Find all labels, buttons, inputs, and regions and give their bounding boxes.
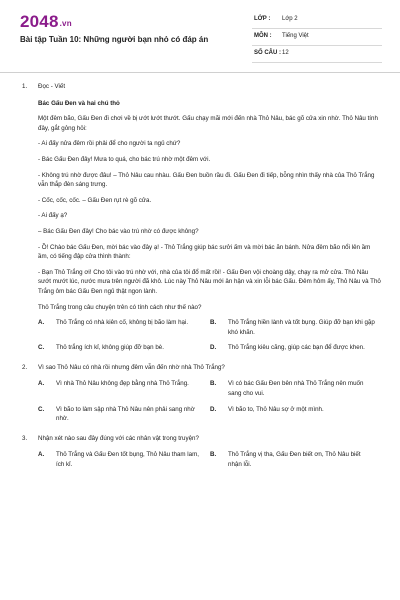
answer-options	[38, 379, 382, 423]
question-2	[0, 363, 400, 424]
option-text: Thỏ Trắng và Gấu Đen tốt bụng, Thỏ Nâu tham lam, ích kỉ.	[56, 451, 199, 469]
question-number: 3.	[22, 434, 28, 442]
option-c[interactable]	[38, 405, 210, 424]
option-text: Vì nhà Thỏ Nâu không đẹp bằng nhà Thỏ Trắng.	[56, 380, 189, 388]
meta-table	[252, 12, 382, 63]
question-text: Thỏ Trắng trong câu chuyện trên có tính cách như thế nào?	[38, 303, 202, 311]
option-d[interactable]	[210, 405, 382, 424]
site-logo[interactable]	[20, 12, 72, 32]
option-letter: A.	[38, 380, 45, 388]
story-paragraph: Một đêm bão, Gấu Đen đi chơi về bị ướt lướt thướt. Gấu chạy mãi mới đến nhà Thỏ Nâu, bác gõ cửa xin nhờ. Thỏ Nâu tính đây, gắt gỏng hỏi:	[38, 115, 378, 132]
meta-key: LỚP :	[254, 16, 271, 22]
story-paragraph: - Ai đấy ạ?	[38, 212, 68, 220]
option-row	[38, 318, 382, 337]
answer-options	[38, 318, 382, 353]
option-text: Vì bão to làm sập nhà Thỏ Nâu nên phải sang nhờ nhờ.	[56, 405, 195, 423]
option-letter: D.	[210, 405, 217, 413]
answer-options	[38, 450, 382, 469]
option-b[interactable]	[210, 318, 382, 337]
meta-value: Tiếng Việt	[282, 33, 309, 39]
option-text: Thỏ Trắng có nhà kiên cố, không bị bão làm hại.	[56, 319, 189, 327]
option-letter: A.	[38, 451, 45, 459]
option-letter: A.	[38, 319, 45, 327]
option-text: Thỏ Trắng kiêu căng, giúp các bạn để được khen.	[228, 344, 365, 352]
option-letter: B.	[210, 380, 217, 388]
option-text: Thỏ Trắng vị tha, Gấu Đen biết ơn, Thỏ Nâu biết nhận lỗi.	[228, 451, 361, 469]
option-row	[38, 450, 382, 469]
option-letter: D.	[210, 344, 217, 352]
story-paragraph: – Bác Gấu Đen đây! Cho bác vào trú nhờ có được không?	[38, 227, 199, 235]
meta-row-subject	[252, 29, 382, 46]
option-text: Vì có bác Gấu Đen bên nhà Thỏ Trắng nên muốn sang cho vui.	[228, 380, 364, 398]
story-paragraph: - Không trú nhờ được đâu! – Thỏ Nâu cau nhàu. Gấu Đen buồn rầu đi. Gấu Đen đi tiếp, bỗng nhìn thấy nhà của Thỏ Trắng vẫn thắp đèn sáng trưng.	[38, 171, 375, 189]
option-row	[38, 379, 382, 398]
option-text: Thỏ trắng ích kỉ, không giúp đỡ bạn bè.	[56, 344, 164, 352]
header-divider	[0, 72, 400, 73]
option-c[interactable]	[38, 343, 210, 353]
option-d[interactable]	[210, 343, 382, 353]
story-paragraph: - Cốc, cốc, cốc. – Gấu Đen rụt rè gõ cửa.	[38, 196, 152, 204]
story-title: Bác Gấu Đen và hai chú thỏ	[38, 99, 120, 107]
option-letter: B.	[210, 451, 217, 459]
meta-value: Lớp 2	[282, 16, 298, 22]
meta-row-class	[252, 12, 382, 29]
story-paragraph: - Ai đấy nửa đêm rồi phải để cho người ta ngủ chứ?	[38, 140, 181, 148]
logo-suffix: .vn	[59, 19, 72, 28]
meta-key: SỐ CÂU :	[254, 50, 281, 56]
option-b[interactable]	[210, 450, 382, 469]
option-letter: C.	[38, 344, 45, 352]
option-row	[38, 405, 382, 424]
meta-value: 12	[282, 50, 289, 56]
question-prompt: Vì sao Thỏ Nâu có nhà rồi nhưng đêm vẫn đến nhờ nhà Thỏ Trắng?	[38, 363, 225, 371]
story-paragraph: - Ồ! Chào bác Gấu Đen, mời bác vào đây ạ! - Thỏ Trắng giúp bác sưởi ấm và mời bác ăn bánh. Nửa đêm bão nổi lên ầm ầm, có tiếng đập cửa thình thành:	[38, 243, 371, 261]
question-number: 2.	[22, 363, 28, 371]
question-1	[0, 82, 400, 353]
question-prompt: Đọc - Viết	[38, 83, 66, 90]
option-text: Thỏ Trắng hiền lành và tốt bụng. Giúp đỡ bạn khi gặp khó khăn.	[228, 319, 375, 336]
option-letter: C.	[38, 405, 45, 413]
exercise-content	[0, 82, 400, 478]
question-number: 1.	[22, 83, 28, 90]
option-b[interactable]	[210, 379, 382, 398]
meta-row-count	[252, 46, 382, 63]
header	[0, 0, 400, 70]
option-letter: B.	[210, 319, 217, 327]
option-text: Vì bão to, Thỏ Nâu sợ ở một mình.	[228, 405, 324, 413]
option-a[interactable]	[38, 379, 210, 398]
page-title: Bài tập Tuần 10: Những người bạn nhỏ có đáp án	[20, 35, 209, 44]
option-a[interactable]	[38, 318, 210, 337]
option-row	[38, 343, 382, 353]
story-paragraph: - Bạn Thỏ Trắng ơi! Cho tôi vào trú nhờ với, nhà của tôi đổ mất rồi! - Gấu Đen vội choàng dậy, chạy ra mở cửa. Thỏ Nâu sướt mướt lúc, nước mưa trên người đã khô. Lúc này Thỏ Nâu mới ân hận và xin lỗi bác Gấu. Đêm hôm ấy, Thỏ Nâu và Thỏ Trắng ôm bác Gấu Đen ngủ thật ngon lành.	[38, 268, 381, 295]
question-prompt: Nhận xét nào sau đây đúng với các nhân vật trong truyện?	[38, 434, 199, 442]
meta-key: MÔN :	[254, 33, 272, 39]
logo-main: 2048	[20, 12, 59, 31]
option-a[interactable]	[38, 450, 210, 469]
story-paragraph: - Bác Gấu Đen đây! Mưa to quá, cho bác trú nhờ một đêm với.	[38, 155, 211, 163]
question-3	[0, 434, 400, 470]
